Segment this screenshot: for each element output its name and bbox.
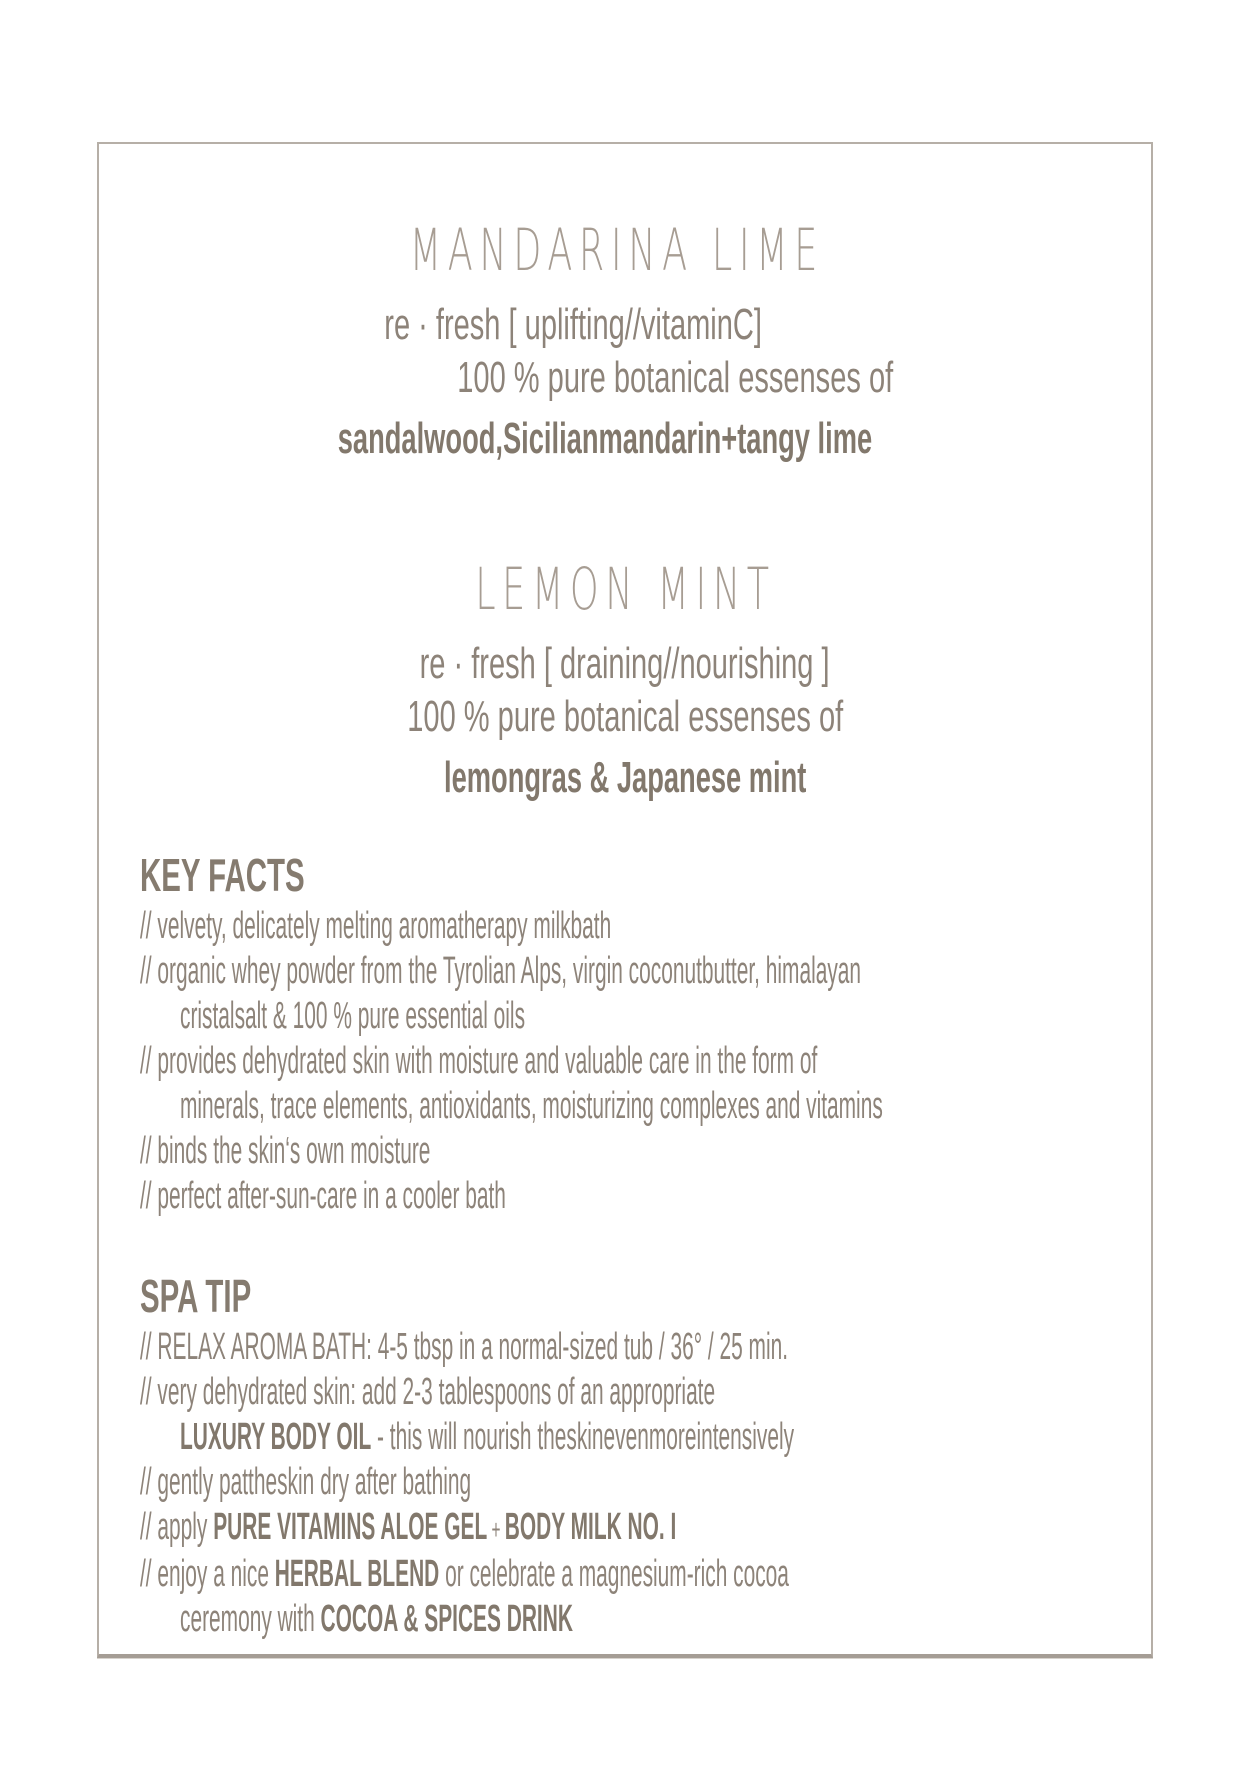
list-line-text	[140, 904, 611, 949]
text-segment: // enjoy a nice	[140, 1553, 275, 1595]
essence-text: 100 % pure botanical essenses of	[457, 353, 893, 402]
list-line-text	[140, 949, 861, 994]
bold-segment: HERBAL BLEND	[274, 1553, 440, 1595]
subtitle-text: re · fresh [ draining//nourishing ]	[419, 639, 830, 688]
list-line	[140, 1174, 1151, 1219]
heading-text: SPA TIP	[140, 1270, 252, 1322]
product-title-mandarina-lime	[99, 218, 1151, 282]
text-segment: cristalsalt & 100 % pure essential oils	[180, 995, 526, 1037]
text-segment: // very dehydrated skin: add 2-3 tablespoons of an appropriate	[140, 1371, 716, 1413]
list-line-text	[180, 1084, 883, 1129]
text-segment: // provides dehydrated skin with moisture and valuable care in the form of	[140, 1040, 818, 1082]
product-subtitle	[99, 298, 1151, 351]
list-line	[140, 1415, 1151, 1460]
list-line-text	[140, 1552, 789, 1597]
list-line	[140, 1552, 1151, 1597]
list-line	[140, 1505, 1151, 1552]
list-line	[140, 1460, 1151, 1505]
key-facts-heading	[140, 850, 1151, 900]
list-line-text	[180, 1597, 573, 1642]
list-line	[140, 1325, 1151, 1370]
list-line-text	[180, 1415, 794, 1460]
text-segment: // gently pattheskin dry after bathing	[140, 1461, 472, 1503]
heading-text: KEY FACTS	[140, 849, 305, 901]
spa-tip-list	[140, 1325, 1151, 1642]
list-line-text	[140, 1325, 788, 1370]
product-subtitle	[99, 637, 1151, 690]
product-essence-line	[99, 351, 1151, 404]
list-line-text	[140, 1505, 676, 1552]
text-segment: - this will nourish theskinevenmoreintensively	[371, 1416, 795, 1458]
list-line-text	[140, 1039, 817, 1084]
list-line-text	[180, 994, 525, 1039]
text-segment: +	[487, 1514, 505, 1545]
text-segment: minerals, trace elements, antioxidants, moisturizing complexes and vitamins	[180, 1085, 883, 1127]
product-ingredients	[99, 751, 1151, 804]
bold-segment: LUXURY BODY OIL	[180, 1416, 372, 1458]
text-segment: // binds the skin‘s own moisture	[140, 1130, 431, 1172]
list-line	[140, 1597, 1151, 1642]
spa-tip-section	[99, 1271, 1151, 1642]
ingredients-text: sandalwood,Sicilianmandarin+tangy lime	[337, 414, 873, 463]
subtitle-text: re · fresh [ uplifting//vitaminC]	[384, 300, 762, 349]
list-line	[140, 949, 1151, 994]
product-title-lemon-mint	[99, 557, 1151, 621]
text-segment: // RELAX AROMA BATH: 4-5 tbsp in a normal-sized tub / 36° / 25 min.	[140, 1326, 789, 1368]
list-line-text	[140, 1460, 471, 1505]
list-line	[140, 994, 1151, 1039]
text-segment: or celebrate a magnesium-rich cocoa	[439, 1553, 789, 1595]
ingredients-text: lemongras & Japanese mint	[443, 753, 807, 802]
product-title-text: LEMON MINT	[474, 555, 776, 623]
text-segment: ceremony with	[180, 1598, 321, 1640]
text-segment: // apply	[140, 1506, 214, 1548]
list-line-text	[140, 1370, 715, 1415]
content-frame	[97, 142, 1153, 1658]
product-ingredients	[99, 412, 1151, 465]
bold-segment: PURE VITAMINS ALOE GEL	[213, 1506, 488, 1548]
list-line	[140, 1370, 1151, 1415]
bold-segment: COCOA & SPICES DRINK	[320, 1598, 573, 1640]
key-facts-section	[99, 850, 1151, 1219]
text-segment: // organic whey powder from the Tyrolian Alps, virgin coconutbutter, himalayan	[140, 950, 862, 992]
spa-tip-heading	[140, 1271, 1151, 1321]
essence-text: 100 % pure botanical essenses of	[407, 692, 843, 741]
list-line	[140, 1129, 1151, 1174]
list-line	[140, 1084, 1151, 1129]
text-segment: // perfect after-sun-care in a cooler bath	[140, 1175, 506, 1217]
list-line	[140, 1039, 1151, 1084]
text-segment: // velvety, delicately melting aromatherapy milkbath	[140, 905, 612, 947]
list-line-text	[140, 1129, 430, 1174]
list-line	[140, 904, 1151, 949]
product-title-text: MANDARINA LIME	[409, 216, 825, 284]
list-line-text	[140, 1174, 506, 1219]
product-essence-line	[99, 690, 1151, 743]
product-section-mandarina-lime	[99, 144, 1151, 465]
key-facts-list	[140, 904, 1151, 1219]
bold-segment: BODY MILK NO. I	[504, 1506, 677, 1548]
product-section-lemon-mint	[99, 557, 1151, 804]
